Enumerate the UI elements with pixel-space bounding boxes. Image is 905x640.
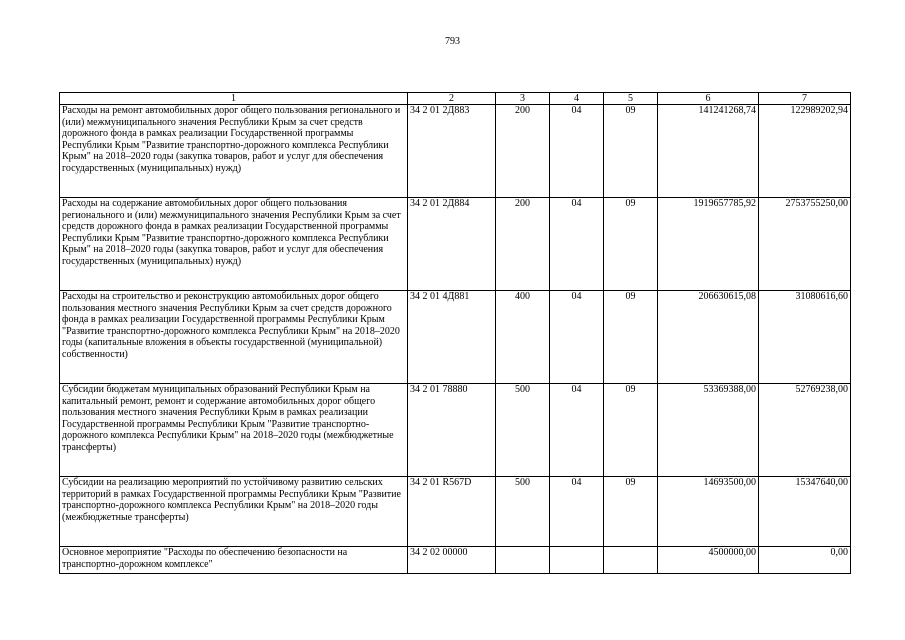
row-c6: 14693500,00 (658, 477, 759, 547)
col-header-4: 4 (550, 93, 604, 105)
row-code: 34 2 01 R567D (408, 477, 496, 547)
row-c4: 04 (550, 105, 604, 198)
table-row (60, 105, 851, 198)
row-c4: 04 (550, 291, 604, 384)
row-c5: 09 (604, 105, 658, 198)
table-row (60, 477, 851, 547)
table-row (60, 291, 851, 384)
row-description: Субсидии на реализацию мероприятий по устойчивому развитию сельских территорий в рамках Государственной программы Республики Крым "Развитие транспортно-дорожного комплекса Республики Крым" на 2018–2020 годы (межбюджетные трансферты) (60, 477, 408, 547)
row-c6: 141241268,74 (658, 105, 759, 198)
col-header-1: 1 (60, 93, 408, 105)
row-c3 (496, 547, 550, 574)
row-c3: 500 (496, 477, 550, 547)
col-header-5: 5 (604, 93, 658, 105)
row-c4: 04 (550, 198, 604, 291)
page-number: 793 (445, 36, 460, 47)
budget-table (59, 92, 851, 574)
row-c7: 2753755250,00 (759, 198, 851, 291)
row-c6: 1919657785,92 (658, 198, 759, 291)
row-c5: 09 (604, 198, 658, 291)
row-code: 34 2 01 4Д881 (408, 291, 496, 384)
row-code: 34 2 02 00000 (408, 547, 496, 574)
row-c3: 400 (496, 291, 550, 384)
row-c3: 500 (496, 384, 550, 477)
row-description: Расходы на строительство и реконструкцию автомобильных дорог общего пользования местного значения Республики Крым за счет средств дорожного фонда в рамках реализации Государственной программы Республики Крым "Развитие транспортно-дорожного комплекса Республики Крым" на 2018–2020 годы (капитальные вложения в объекты государственной (муниципальной) собственности) (60, 291, 408, 384)
row-c5: 09 (604, 291, 658, 384)
row-code: 34 2 01 2Д884 (408, 198, 496, 291)
row-c7: 52769238,00 (759, 384, 851, 477)
row-c5: 09 (604, 477, 658, 547)
row-c7: 0,00 (759, 547, 851, 574)
row-c3: 200 (496, 105, 550, 198)
header-row (60, 93, 851, 105)
row-description: Расходы на содержание автомобильных дорог общего пользования регионального и (или) межмуниципального значения Республики Крым за счет средств дорожного фонда в рамках реализации Государственной программы Республики Крым "Развитие транспортно-дорожного комплекса Республики Крым" на 2018–2020 годы (закупка товаров, работ и услуг для обеспечения государственных (муниципальных) нужд) (60, 198, 408, 291)
row-c6: 53369388,00 (658, 384, 759, 477)
row-c7: 122989202,94 (759, 105, 851, 198)
table-row (60, 384, 851, 477)
row-description: Субсидии бюджетам муниципальных образований Республики Крым на капитальный ремонт, ремонт и содержание автомобильных дорог общего пользования местного значения Республики Крым в рамках реализации Государственной программы Республики Крым "Развитие транспортно-дорожного комплекса Республики Крым" на 2018–2020 годы (межбюджетные трансферты) (60, 384, 408, 477)
col-header-6: 6 (658, 93, 759, 105)
row-code: 34 2 01 78880 (408, 384, 496, 477)
col-header-7: 7 (759, 93, 851, 105)
row-c3: 200 (496, 198, 550, 291)
col-header-2: 2 (408, 93, 496, 105)
row-c4: 04 (550, 477, 604, 547)
table-row (60, 547, 851, 574)
row-description: Основное мероприятие "Расходы по обеспечению безопасности на транспортно-дорожном комплексе" (60, 547, 408, 574)
row-c4 (550, 547, 604, 574)
row-c6: 4500000,00 (658, 547, 759, 574)
row-c5: 09 (604, 384, 658, 477)
row-c6: 206630615,08 (658, 291, 759, 384)
row-description: Расходы на ремонт автомобильных дорог общего пользования регионального и (или) межмуниципального значения Республики Крым за счет средств дорожного фонда в рамках реализации Государственной программы Республики Крым "Развитие транспортно-дорожного комплекса Республики Крым" на 2018–2020 годы (закупка товаров, работ и услуг для обеспечения государственных (муниципальных) нужд) (60, 105, 408, 198)
row-c4: 04 (550, 384, 604, 477)
col-header-3: 3 (496, 93, 550, 105)
row-code: 34 2 01 2Д883 (408, 105, 496, 198)
row-c7: 31080616,60 (759, 291, 851, 384)
row-c7: 15347640,00 (759, 477, 851, 547)
table-row (60, 198, 851, 291)
row-c5 (604, 547, 658, 574)
